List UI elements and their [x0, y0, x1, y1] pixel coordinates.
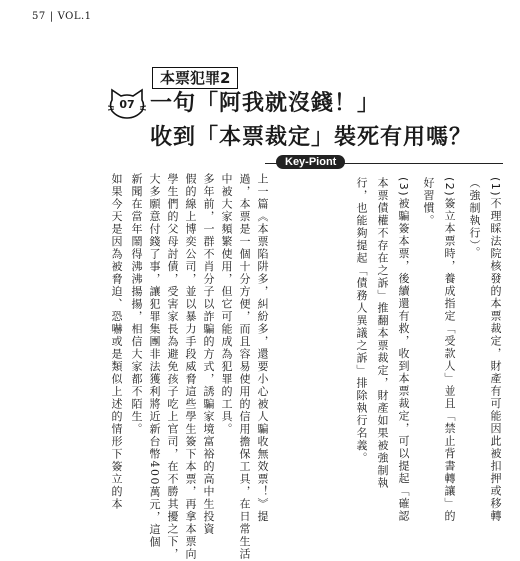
running-header	[32, 11, 92, 22]
body-column: 學生們的父母討債，受害家長為避免孩子吃上官司，在不勝其擾之下，	[166, 173, 179, 561]
page-number: 57	[32, 11, 46, 22]
volume-label: VOL.1	[57, 11, 92, 22]
key-point-line: 好習慣。	[422, 177, 435, 227]
body-column: 中被大家頻繁使用，但它可能成為犯罪的工具。	[220, 173, 233, 436]
body-column: 上一篇《本票陷阱多，糾紛多，還要小心被人騙收無效票！》提	[256, 173, 269, 523]
body-column: 多年前，一群不肖分子以詐騙的方式，誘騙家境富裕的高中生投資	[202, 173, 215, 536]
header-divider: |	[49, 11, 54, 22]
chapter-badge: 本票犯罪2	[152, 67, 238, 89]
key-point-line: 行，也能夠提起「債務人異議之訴」排除執行名義。	[355, 177, 368, 465]
key-point-line: (2)簽立本票時，養成指定「受款人」並且「禁止背書轉讓」的	[443, 177, 456, 523]
chapter-title-line-1: 一句「阿我就沒錢！」	[150, 91, 381, 116]
key-point-line: (3)被騙簽本票，後續還有救，收到本票裁定，可以提起「確認	[397, 177, 410, 523]
key-point-line: 本票債權不存在之訴」推翻本票裁定，財產如果被強制執	[376, 177, 389, 490]
body-column: 如果今天是因為被脅迫、恐嚇或是類似上述的情形下簽立的本	[110, 173, 123, 511]
body-column: 假的線上博奕公司，並以暴力手段威脅這些學生簽下本票，再拿本票向	[184, 173, 197, 561]
chapter-title-line-2: 收到「本票裁定」裝死有用嗎？	[150, 125, 473, 150]
key-point-line: (1)不理睬法院核發的本票裁定，財產有可能因此被扣押或移轉	[489, 177, 502, 523]
body-column: 新聞在當年鬧得沸沸揚揚，相信大家都不陌生。	[130, 173, 143, 436]
chapter-number: 07	[119, 98, 135, 111]
key-point-label: Key-Piont	[276, 155, 345, 169]
key-point-line: （強制執行）。	[468, 177, 481, 259]
body-column: 大多願意付錢了事，讓犯罪集團非法獲利將近新台幣400萬元，這個	[148, 173, 161, 549]
body-column: 過，本票是一個十分方便，而且容易使用的信用擔保工具，在日常生活	[238, 173, 251, 561]
